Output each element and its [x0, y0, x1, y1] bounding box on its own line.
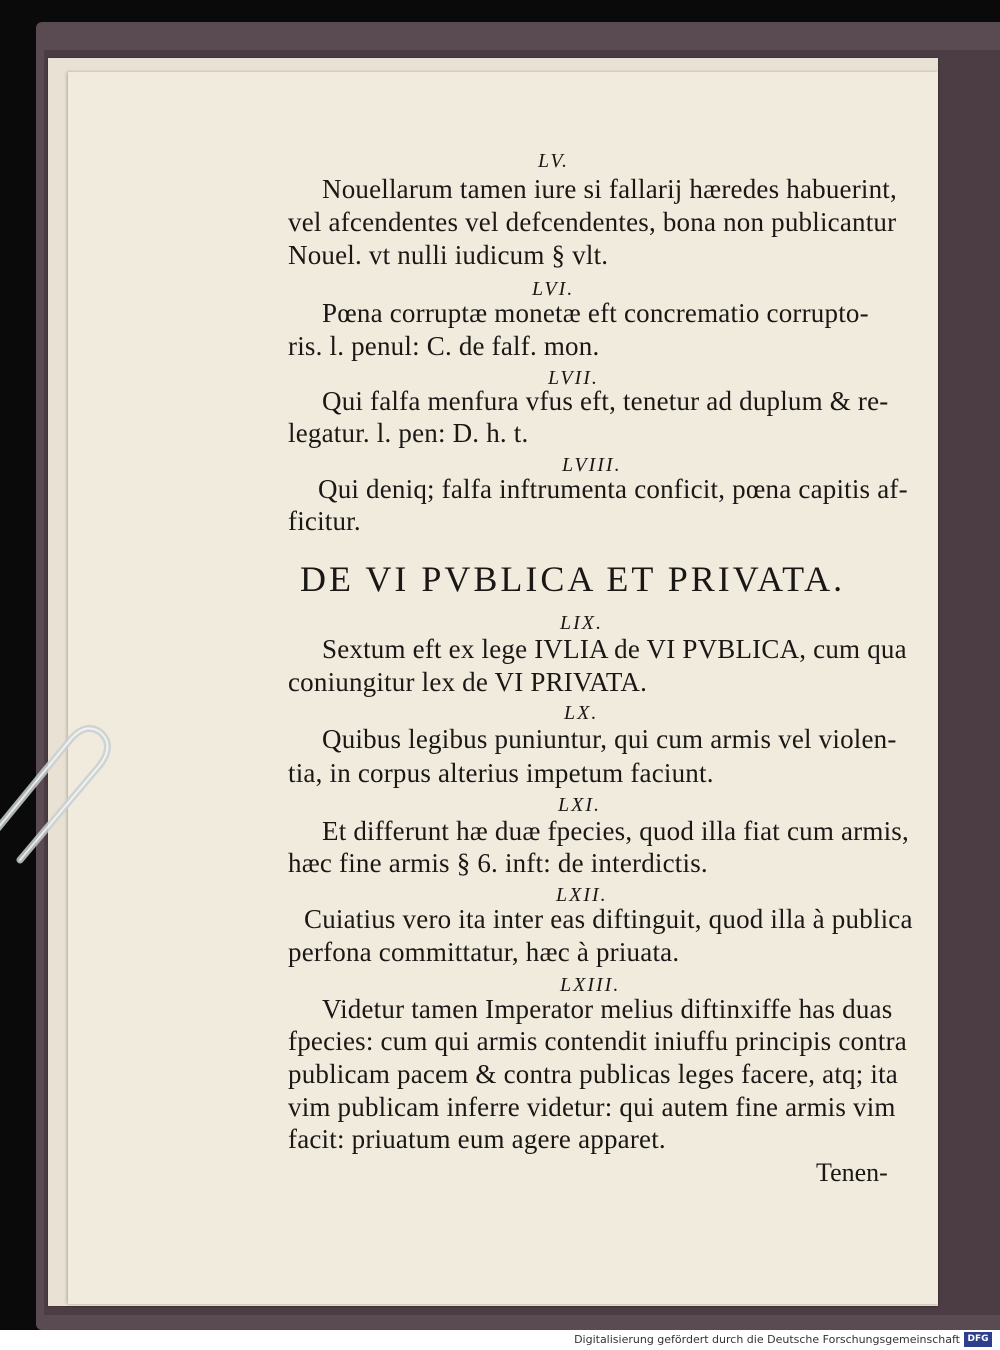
document-page: [68, 72, 938, 1304]
section-numeral-lvii: LVII.: [548, 367, 599, 389]
section-numeral-lx: LX.: [564, 702, 599, 724]
text-line: vel afcendentes vel defcendentes, bona non publicantur: [288, 207, 897, 237]
text-line: hæc fine armis § 6. inft: de interdictis.: [288, 848, 708, 878]
section-heading: DE VI PVBLICA ET PRIVATA.: [300, 559, 846, 599]
text-line: ficitur.: [288, 506, 361, 536]
text-line: coniungitur lex de VI PRIVATA.: [288, 667, 648, 697]
text-line: Et differunt hæ duæ fpecies, quod illa fiat cum armis,: [322, 816, 909, 846]
text-line: fpecies: cum qui armis contendit iniuffu principis contra: [288, 1026, 907, 1056]
text-line: publicam pacem & contra publicas leges facere, atq; ita: [288, 1059, 898, 1089]
dfg-logo: DFG: [964, 1332, 992, 1347]
text-line: vim publicam inferre videtur: qui autem fine armis vim: [288, 1092, 896, 1122]
text-line: Cuiatius vero ita inter eas diftinguit, quod illa à publica: [304, 904, 913, 934]
section-numeral-lvi: LVI.: [532, 278, 575, 300]
catchword: Tenen-: [816, 1158, 888, 1187]
text-line: Nouellarum tamen iure si fallarij hæredes habuerint,: [322, 174, 897, 204]
text-line: Videtur tamen Imperator melius diftinxiffe has duas: [322, 994, 893, 1024]
funding-credit: Digitalisierung gefördert durch die Deutsche Forschungsgemeinschaft: [574, 1333, 960, 1346]
section-numeral-lxii: LXII.: [556, 884, 608, 906]
text-line: ris. l. penul: C. de falf. mon.: [288, 331, 600, 361]
text-line: Nouel. vt nulli iudicum § vlt.: [288, 240, 609, 270]
page-text: [68, 72, 938, 1304]
text-line: Quibus legibus puniuntur, qui cum armis vel violen-: [322, 724, 897, 754]
text-line: Qui deniq; falfa inftrumenta conficit, pœna capitis af-: [318, 474, 908, 504]
text-line: perfona committatur, hæc à priuata.: [288, 937, 680, 967]
text-line: facit: priuatum eum agere apparet.: [288, 1124, 666, 1154]
text-line: Pœna corruptæ monetæ eft concrematio corrupto-: [322, 298, 869, 328]
text-line: Qui falfa menfura vfus eft, tenetur ad duplum & re-: [322, 386, 889, 416]
footer-bar: [0, 1330, 1000, 1350]
section-numeral-lv: LV.: [538, 150, 570, 172]
section-numeral-lviii: LVIII.: [562, 454, 622, 476]
text-line: Sextum eft ex lege IVLIA de VI PVBLICA, cum qua: [322, 634, 907, 664]
section-numeral-lxi: LXI.: [558, 794, 601, 816]
paperclip-icon: [0, 700, 160, 880]
section-numeral-lix: LIX.: [560, 612, 603, 634]
text-line: tia, in corpus alterius impetum faciunt.: [288, 758, 714, 788]
text-line: legatur. l. pen: D. h. t.: [288, 418, 529, 448]
section-numeral-lxiii: LXIII.: [560, 974, 621, 996]
